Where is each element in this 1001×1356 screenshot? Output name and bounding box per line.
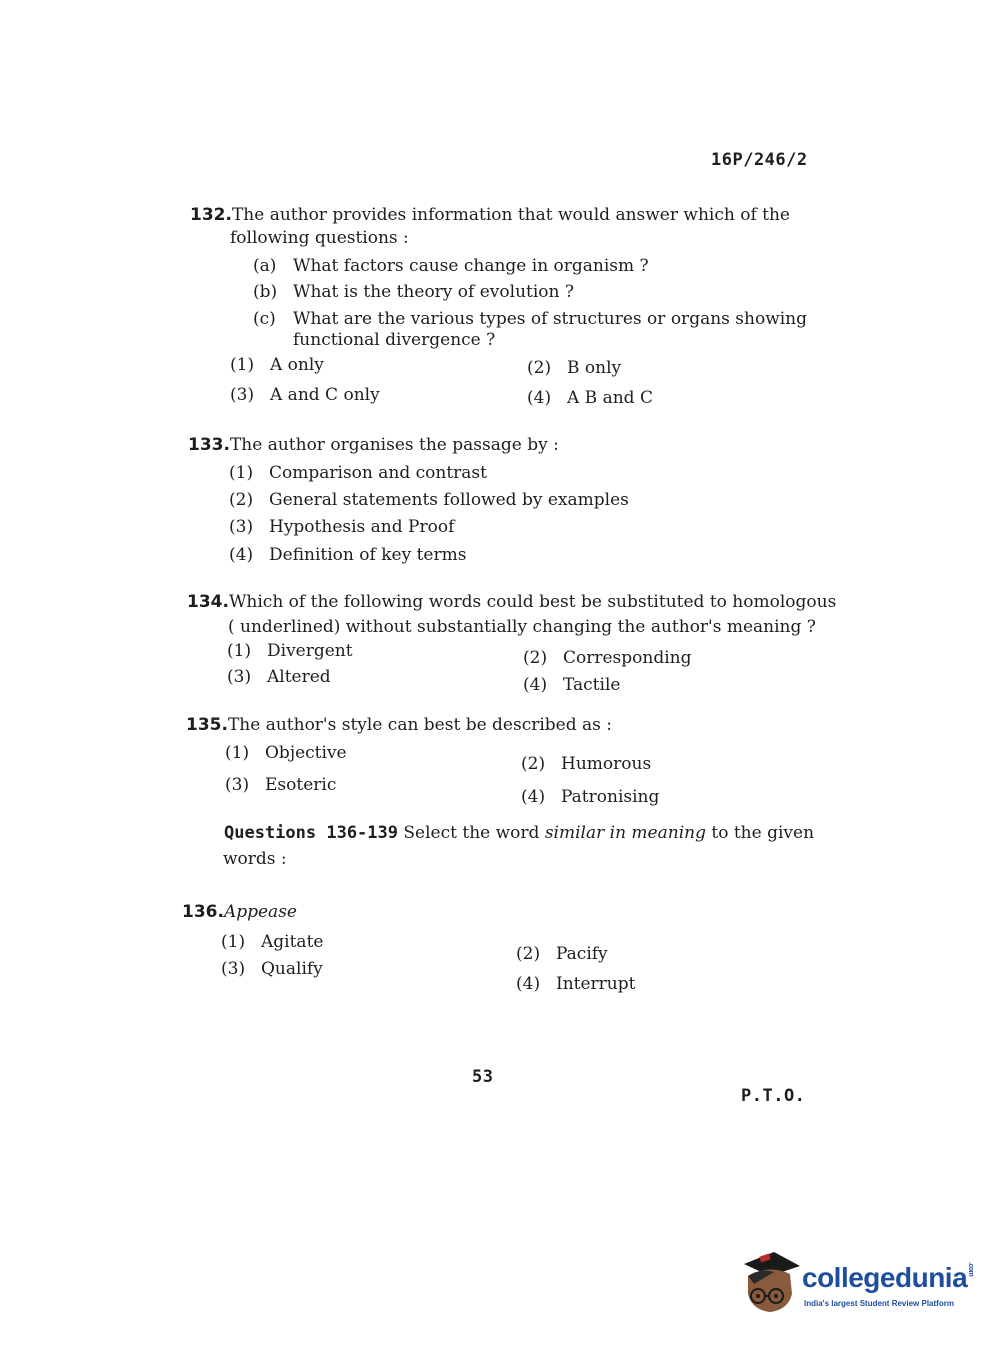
- question-132-line1: [190, 205, 790, 225]
- option-text: Qualify: [261, 959, 323, 979]
- question-text: Which of the following words could best be substituted to homologous: [228, 592, 837, 612]
- question-number: 132.: [190, 205, 232, 225]
- option-text: General statements followed by examples: [269, 490, 629, 510]
- option-135-2: [521, 754, 651, 774]
- option-text: Comparison and contrast: [269, 463, 487, 483]
- option-136-3: [221, 959, 323, 979]
- option-133-4: [229, 545, 466, 565]
- question-number: 133.: [188, 435, 230, 455]
- question-text: The author provides information that would answer which of the: [231, 205, 790, 225]
- option-label: (2): [516, 944, 541, 964]
- option-label: (1): [230, 355, 255, 375]
- option-label: (3): [225, 775, 250, 795]
- option-text: Objective: [265, 743, 347, 763]
- mascot-icon: [740, 1250, 802, 1316]
- option-label: (4): [516, 974, 541, 994]
- option-label: (2): [523, 648, 548, 668]
- sub-label: (b): [253, 282, 278, 302]
- option-label: (1): [229, 463, 254, 483]
- option-label: (4): [523, 675, 548, 695]
- option-text: Pacify: [556, 944, 608, 964]
- option-text: Interrupt: [556, 974, 636, 994]
- page-number: 53: [472, 1067, 494, 1087]
- instructions-text: Select the word: [398, 823, 545, 843]
- sub-question-a: [253, 256, 649, 276]
- option-label: (4): [527, 388, 552, 408]
- question-134-line1: [187, 592, 836, 612]
- option-label: (2): [527, 358, 552, 378]
- option-text: A only: [270, 355, 324, 375]
- logo-tagline: India's largest Student Review Platform: [804, 1299, 954, 1308]
- instructions-line1: [224, 823, 814, 843]
- option-label: (2): [229, 490, 254, 510]
- option-label: (1): [221, 932, 246, 952]
- logo-name: collegedunia: [802, 1262, 968, 1293]
- instructions-line2: words :: [223, 849, 287, 869]
- option-134-2: [523, 648, 692, 668]
- sub-question-c-line2: functional divergence ?: [293, 330, 496, 350]
- option-label: (1): [225, 743, 250, 763]
- option-132-1: [230, 355, 324, 375]
- option-label: (4): [229, 545, 254, 565]
- option-text: Tactile: [563, 675, 621, 695]
- question-132-line2: following questions :: [230, 228, 409, 248]
- sub-text: What factors cause change in organism ?: [293, 256, 649, 276]
- collegedunia-logo[interactable]: [740, 1250, 975, 1320]
- option-text: B only: [567, 358, 622, 378]
- option-text: Esoteric: [265, 775, 337, 795]
- instructions-italic: similar in meaning: [544, 823, 706, 843]
- option-text: Definition of key terms: [269, 545, 467, 565]
- sub-text: What are the various types of structures or organs showing: [293, 309, 808, 329]
- option-text: A B and C: [567, 388, 653, 408]
- option-text: A and C only: [270, 385, 380, 405]
- logo-suffix: .com: [967, 1262, 975, 1277]
- pto-note: P.T.O.: [741, 1086, 806, 1106]
- option-label: (3): [230, 385, 255, 405]
- option-136-1: [221, 932, 323, 952]
- option-text: Humorous: [561, 754, 652, 774]
- option-133-3: [229, 517, 454, 537]
- option-label: (1): [227, 641, 252, 661]
- question-136-line1: [182, 902, 297, 922]
- option-text: Divergent: [267, 641, 353, 661]
- option-134-1: [227, 641, 353, 661]
- option-134-3: [227, 667, 331, 687]
- question-133-line1: [188, 435, 559, 455]
- option-132-4: [527, 388, 653, 408]
- logo-wordmark: [802, 1262, 974, 1294]
- question-135-line1: [186, 715, 612, 735]
- instructions-text: to the given: [705, 823, 815, 843]
- instructions-heading: Questions 136-139: [224, 823, 398, 843]
- question-word: Appease: [223, 902, 297, 922]
- sub-label: (a): [253, 256, 277, 276]
- option-135-3: [225, 775, 336, 795]
- option-text: Hypothesis and Proof: [269, 517, 455, 537]
- question-134-line2: ( underlined) without substantially changing the author's meaning ?: [228, 617, 816, 637]
- sub-question-c: [253, 309, 807, 329]
- option-text: Patronising: [561, 787, 660, 807]
- option-label: (3): [221, 959, 246, 979]
- option-label: (3): [227, 667, 252, 687]
- option-134-4: [523, 675, 620, 695]
- option-135-1: [225, 743, 347, 763]
- option-label: (2): [521, 754, 546, 774]
- sub-text: What is the theory of evolution ?: [293, 282, 574, 302]
- option-text: Corresponding: [563, 648, 692, 668]
- paper-code: 16P/246/2: [711, 150, 808, 170]
- sub-question-b: [253, 282, 574, 302]
- option-label: (4): [521, 787, 546, 807]
- option-text: Agitate: [261, 932, 324, 952]
- option-132-2: [527, 358, 621, 378]
- sub-label: (c): [253, 309, 276, 329]
- question-text: The author's style can best be described as :: [227, 715, 613, 735]
- question-number: 135.: [186, 715, 228, 735]
- option-133-2: [229, 490, 629, 510]
- question-number: 134.: [187, 592, 229, 612]
- option-135-4: [521, 787, 659, 807]
- option-136-2: [516, 944, 608, 964]
- option-text: Altered: [267, 667, 331, 687]
- question-number: 136.: [182, 902, 224, 922]
- option-133-1: [229, 463, 487, 483]
- option-label: (3): [229, 517, 254, 537]
- option-136-4: [516, 974, 635, 994]
- option-132-3: [230, 385, 380, 405]
- question-text: The author organises the passage by :: [229, 435, 559, 455]
